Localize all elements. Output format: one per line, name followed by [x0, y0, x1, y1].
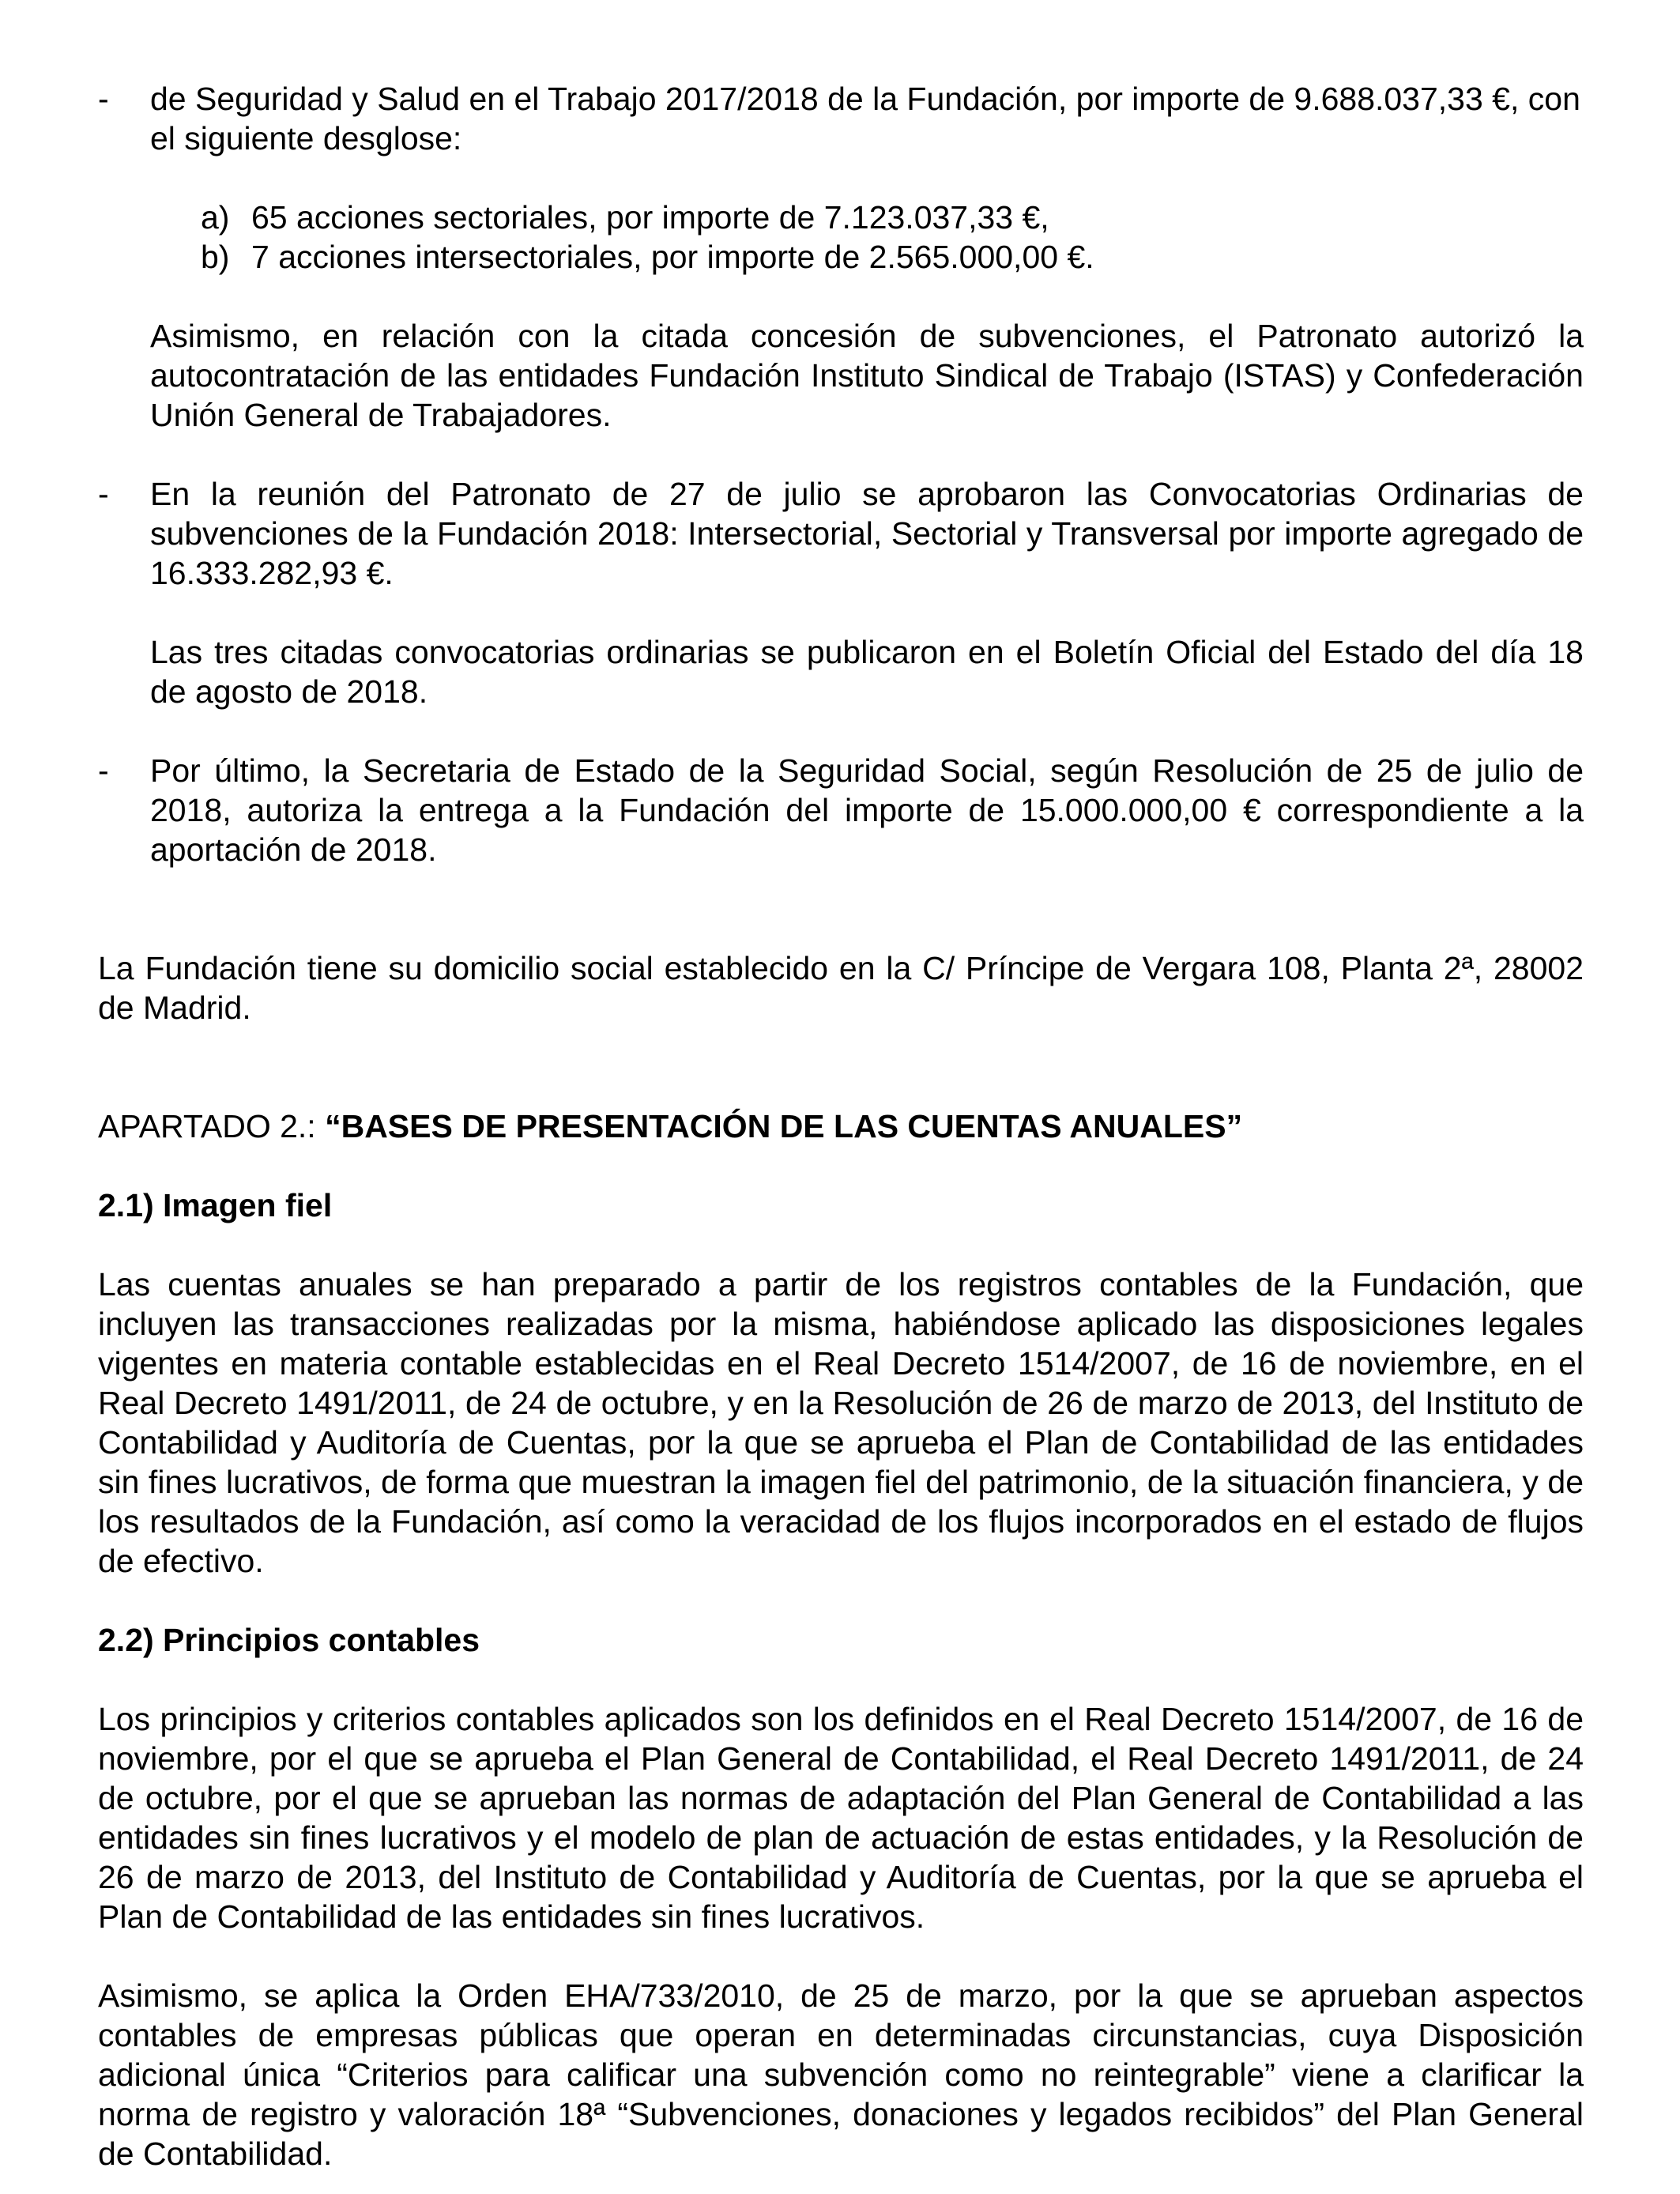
subsection-heading-imagen-fiel: 2.1) Imagen fiel [98, 1187, 333, 1223]
section-prefix: APARTADO 2.: [98, 1108, 326, 1144]
bullet-dash: - [98, 81, 109, 117]
section-title: “BASES DE PRESENTACIÓN DE LAS CUENTAS ANUALES” [325, 1108, 1243, 1144]
paragraph: En la reunión del Patronato de 27 de julio se aprobaron las Convocatorias Ordinarias de subvenciones de la Fundación 2018: Intersectorial, Sectorial y Transversal por importe agregado de 16.333.282,93 €. [150, 476, 1584, 591]
sub-item-label: a) [201, 199, 230, 236]
bullet-item-seguridad-salud [98, 79, 1584, 158]
paragraph: de Seguridad y Salud en el Trabajo 2017/2018 de la Fundación, por importe de 9.688.037,33 €, con el siguiente desglose: [150, 81, 1580, 156]
bullet-dash: - [98, 476, 109, 512]
paragraph: Por último, la Secretaria de Estado de la Seguridad Social, según Resolución de 25 de julio de 2018, autoriza la entrega a la Fundación del importe de 15.000.000,00 € correspondiente a la aportación de 2018. [150, 752, 1584, 868]
domicile-paragraph: La Fundación tiene su domicilio social establecido en la C/ Príncipe de Vergara 108, Planta 2ª, 28002 de Madrid. [98, 950, 1584, 1026]
subsection-heading-principios-contables: 2.2) Principios contables [98, 1622, 480, 1658]
sub-item-label: b) [201, 239, 230, 275]
paragraph: Las tres citadas convocatorias ordinarias se publicaron en el Boletín Oficial del Estado del día 18 de agosto de 2018. [150, 634, 1584, 710]
paragraph: Asimismo, en relación con la citada concesión de subvenciones, el Patronato autorizó la autocontratación de las entidades Fundación Instituto Sindical de Trabajo (ISTAS) y Confederación Unión General de Trabajadores. [150, 318, 1584, 433]
sub-item-text: 7 acciones intersectoriales, por importe de 2.565.000,00 €. [251, 239, 1094, 275]
section-heading [98, 1106, 1584, 1146]
bullet-item-convocatorias [98, 474, 1584, 593]
document-page [98, 79, 1584, 2173]
paragraph: Las cuentas anuales se han preparado a partir de los registros contables de la Fundación, que incluyen las transacciones realizadas por la misma, habiéndose aplicado las disposiciones legales vigentes en materia contable establecidas en el Real Decreto 1514/2007, de 16 de noviembre, en el Real Decreto 1491/2011, de 24 de octubre, y en la Resolución de 26 de marzo de 2013, del Instituto de Contabilidad y Auditoría de Cuentas, por la que se aprueba el Plan de Contabilidad de las entidades sin fines lucrativos, de forma que muestran la imagen fiel del patrimonio, de la situación financiera, y de los resultados de la Fundación, así como la veracidad de los flujos incorporados en el estado de flujos de efectivo. [98, 1266, 1584, 1579]
paragraph: Los principios y criterios contables aplicados son los definidos en el Real Decreto 1514/2007, de 16 de noviembre, por el que se aprueba el Plan General de Contabilidad, el Real Decreto 1491/2011, de 24 de octubre, por el que se aprueban las normas de adaptación del Plan General de Contabilidad a las entidades sin fines lucrativos y el modelo de plan de actuación de estas entidades, y la Resolución de 26 de marzo de 2013, del Instituto de Contabilidad y Auditoría de Cuentas, por la que se aprueba el Plan de Contabilidad de las entidades sin fines lucrativos. [98, 1701, 1584, 1935]
bullet-dash: - [98, 752, 109, 789]
sub-item [201, 198, 1584, 237]
paragraph: Asimismo, se aplica la Orden EHA/733/2010, de 25 de marzo, por la que se aprueban aspectos contables de empresas públicas que operan en determinadas circunstancias, cuya Disposición adicional única “Criterios para calificar una subvención como no reintegrable” viene a clarificar la norma de registro y valoración 18ª “Subvenciones, donaciones y legados recibidos” del Plan General de Contabilidad. [98, 1977, 1584, 2172]
sub-item [201, 237, 1584, 277]
bullet-item-aportacion [98, 751, 1584, 869]
sub-item-text: 65 acciones sectoriales, por importe de 7.123.037,33 €, [251, 199, 1049, 236]
